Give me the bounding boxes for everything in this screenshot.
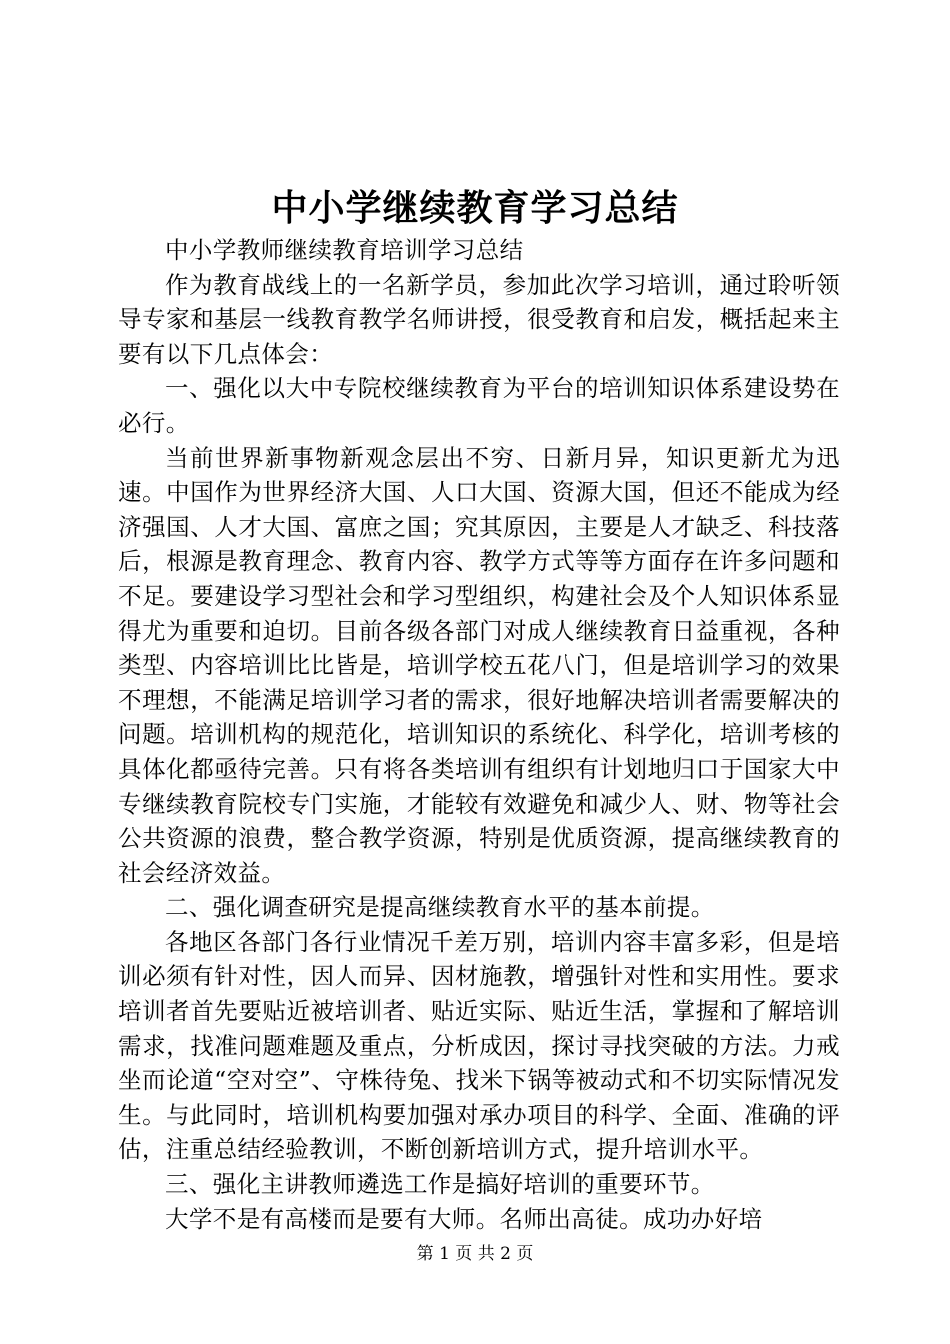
paragraph-subtitle: 中小学教师继续教育培训学习总结 (165, 236, 524, 264)
page-number-footer: 第 1 页 共 2 页 (416, 1244, 534, 1264)
paragraph-section-2: 各地区各部门各行业情况千差万别，培训内容丰富多彩，但是培训必须有针对性，因人而异、因材施教，增强针对性和实用性。要求培训者首先要贴近被培训者、贴近实际、贴近生活，掌握和了解培训需求，找准问题难题及重点，分析成因，探讨寻找突破的方法。力戒坐而论道“空对空”、守株待兔、找米下锅等被动式和不切实际情况发生。与此同时，培训机构要加强对承办项目的科学、全面、准确的评估，注重总结经验教训，不断创新培训方式，提升培训水平。 (118, 927, 840, 1164)
section-heading-3: 三、强化主讲教师遴选工作是搞好培训的重要环节。 (165, 1170, 715, 1199)
section-heading-2: 二、强化调查研究是提高继续教育水平的基本前提。 (165, 893, 715, 922)
paragraph-section-3: 大学不是有高楼而是要有大师。名师出高徒。成功办好培 (165, 1204, 763, 1233)
document-body (118, 233, 840, 1236)
section-heading-1: 一、强化以大中专院校继续教育为平台的培训知识体系建设势在必行。 (118, 374, 840, 437)
paragraph-section-1: 当前世界新事物新观念层出不穷、日新月异，知识更新尤为迅速。中国作为世界经济大国、人口大国、资源大国，但还不能成为经济强国、人才大国、富庶之国；究其原因，主要是人才缺乏、科技落后，根源是教育理念、教育内容、教学方式等等方面存在许多问题和不足。要建设学习型社会和学习型组织，构建社会及个人知识体系显得尤为重要和迫切。目前各级各部门对成人继续教育日益重视，各种类型、内容培训比比皆是，培训学校五花八门，但是培训学习的效果不理想，不能满足培训学习者的需求，很好地解决培训者需要解决的问题。培训机构的规范化，培训知识的系统化、科学化，培训考核的具体化都亟待完善。只有将各类培训有组织有计划地归口于国家大中专继续教育院校专门实施，才能较有效避免和减少人、财、物等社会公共资源的浪费，整合教学资源，特别是优质资源，提高继续教育的社会经济效益。 (118, 443, 840, 887)
paragraph-intro: 作为教育战线上的一名新学员，参加此次学习培训，通过聆听领导专家和基层一线教育教学名师讲授，很受教育和启发，概括起来主要有以下几点体会： (118, 270, 840, 368)
document-title: 中小学继续教育学习总结 (271, 187, 679, 229)
